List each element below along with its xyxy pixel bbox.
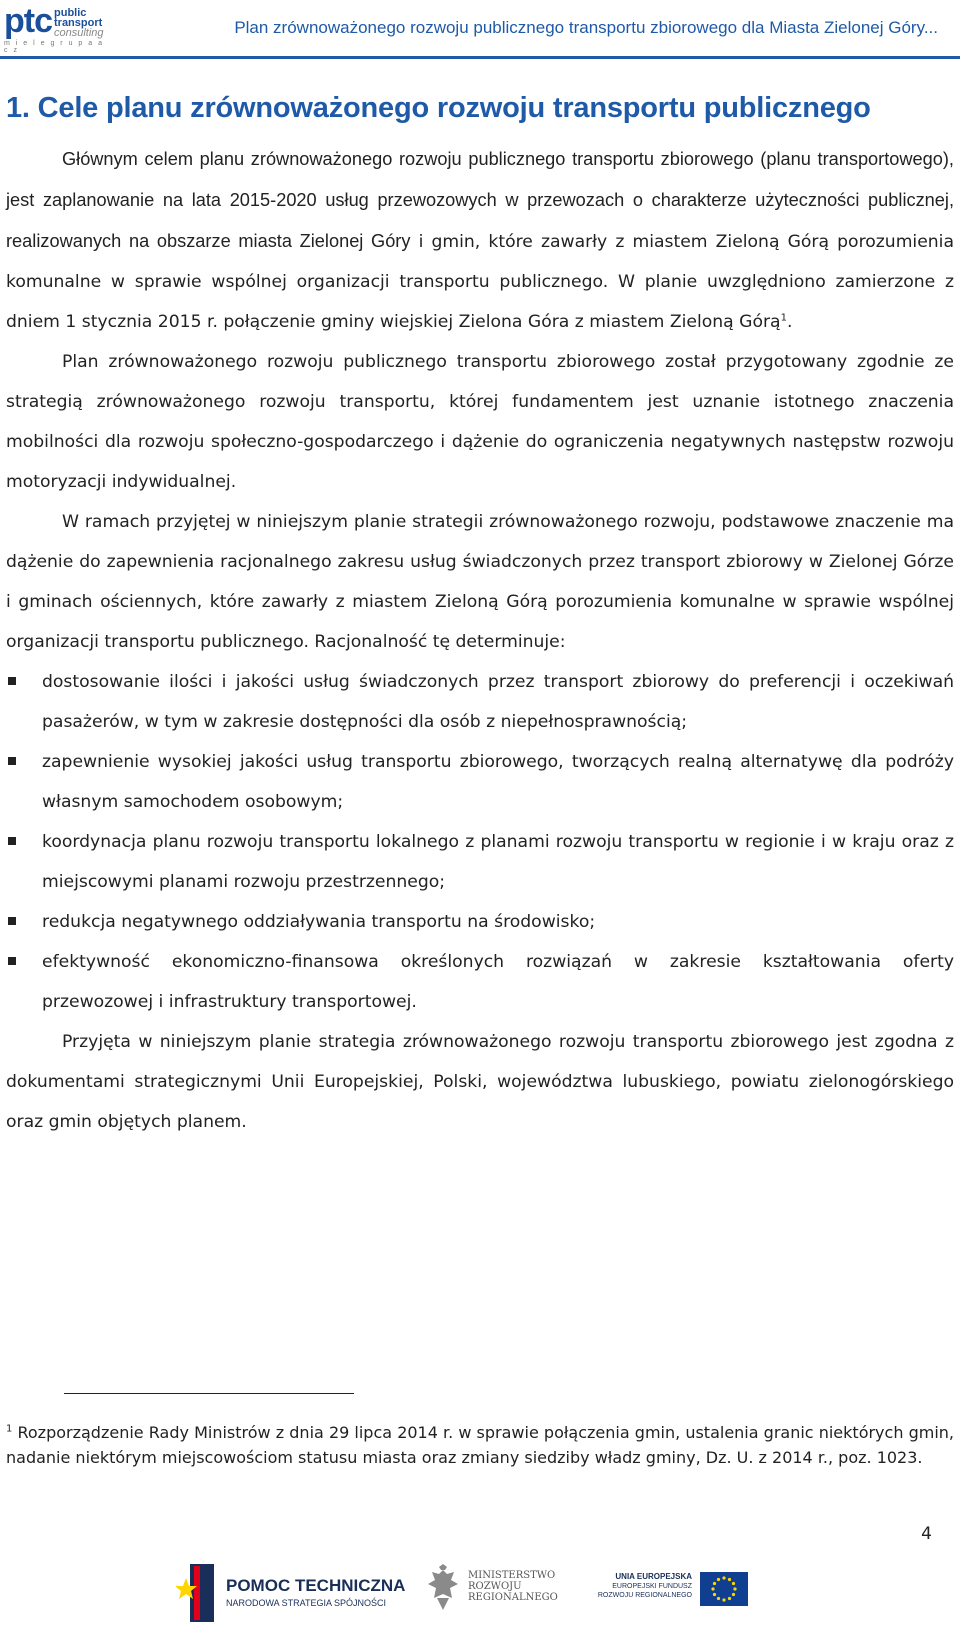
eu-line-1: UNIA EUROPEJSKA — [615, 1572, 692, 1581]
list-item — [6, 942, 954, 1022]
square-bullet-icon — [8, 677, 16, 685]
list-item — [6, 662, 954, 742]
ministry-line-2: ROZWOJU — [468, 1581, 522, 1592]
page-footer — [0, 1558, 960, 1636]
list-item — [6, 902, 954, 942]
paragraph-3: W ramach przyjętej w niniejszym planie strategii zrównoważonego rozwoju, podstawowe znaczenie ma dążenie do zapewnienia racjonalnego zakresu usług świadczonych przez transport zbiorowy w Zielonej Górze i gminach ościennych, które zawarły z miastem Zieloną Górą porozumienia komunalne w sprawie wspólnej organizacji transportu publicznego. Racjonalność tę determinuje: — [6, 512, 954, 652]
list-item — [6, 822, 954, 902]
eu-line-2: EUROPEJSKI FUNDUSZ — [612, 1583, 692, 1590]
document-body — [6, 92, 954, 1142]
pomoc-techniczna-title: POMOC TECHNICZNA — [226, 1576, 406, 1595]
footnote-mark: 1 — [6, 1423, 13, 1435]
footnote-separator — [64, 1393, 354, 1394]
header-divider — [0, 56, 960, 59]
logo-ptc-text: ptc — [4, 2, 52, 40]
star-mark-icon — [176, 1560, 220, 1626]
list-item-text: koordynacja planu rozwoju transportu lokalnego z planami rozwoju transportu w regionie i w kraju oraz z miejscowymi planami rozwoju przestrzennego; — [42, 832, 954, 892]
ministry-line-3: REGIONALNEGO — [468, 1592, 558, 1603]
list-item-text: zapewnienie wysokiej jakości usług transportu zbiorowego, tworzących realną alternatywę dla podróży własnym samochodem osobowym; — [42, 752, 954, 812]
eu-fund-text — [590, 1572, 692, 1600]
list-item — [6, 742, 954, 822]
paragraph-2: Plan zrównoważonego rozwoju publicznego transportu zbiorowego został przygotowany zgodnie ze strategią zrównoważonego rozwoju transportu, której fundamentem jest uznanie istotnego znaczenia mobilności dla rozwoju społeczno-gospodarczego i dążenie do ograniczenia negatywnych następstw rozwoju motoryzacji indywidualnej. — [6, 352, 954, 492]
list-item-text: dostosowanie ilości i jakości usług świadczonych przez transport zbiorowy do preferencji i oczekiwań pasażerów, w tym w zakresie dostępności dla osób z niepełnosprawnością; — [42, 672, 954, 732]
page-number: 4 — [921, 1524, 932, 1544]
logo-word-transport: transport — [54, 17, 103, 29]
eu-line-3: ROZWOJU REGIONALNEGO — [597, 1592, 692, 1599]
paragraph-1-part-a: Głównym celem planu zrównoważonego rozwoju publicznego transportu zbiorowego (planu transportowego), jest zaplanowanie na lata 2015-2020 usług przewozowych w przewozach o charakterze użyteczności publicznej, realizowanych na obszarze miasta Zielonej Góry — [6, 149, 954, 251]
logo-words — [54, 8, 104, 38]
paragraph-1 — [6, 139, 954, 342]
ptc-logo — [4, 4, 104, 54]
logo-word-public: public — [54, 7, 87, 19]
ministry-line-1: MINISTERSTWO — [468, 1570, 556, 1581]
section-heading: 1. Cele planu zrównoważonego rozwoju transportu publicznego — [6, 92, 871, 124]
footnote-reference[interactable]: 1 — [780, 312, 787, 324]
eu-logo — [590, 1572, 750, 1626]
ministry-name — [468, 1570, 558, 1603]
list-item-text: redukcja negatywnego oddziaływania transportu na środowisko; — [42, 912, 596, 932]
eagle-emblem-icon — [424, 1564, 462, 1614]
square-bullet-icon — [8, 837, 16, 845]
pomoc-techniczna-logo — [176, 1560, 406, 1630]
list-item-text: efektywność ekonomiczno-finansowa określonych rozwiązań w zakresie kształtowania oferty przewozowej i infrastruktury transportowej. — [42, 952, 954, 1012]
logo-word-consulting: consulting — [54, 27, 104, 39]
square-bullet-icon — [8, 757, 16, 765]
paragraph-1-part-b: i gmin, które zawarły z miastem Zieloną Górą porozumienia komunalne w sprawie wspólnej organizacji transportu publicznego. W planie uwzględniono zamierzone z dniem 1 stycznia 2015 r. połączenie gminy wiejskiej Zielona Góra z miastem Zieloną Górą — [6, 232, 954, 332]
determinants-list — [6, 662, 954, 1022]
paragraph-4: Przyjęta w niniejszym planie strategia zrównoważonego rozwoju transportu zbiorowego jest zgodna z dokumentami strategicznymi Unii Europejskiej, Polski, województwa lubuskiego, powiatu zielonogórskiego oraz gmin objętych planem. — [6, 1032, 954, 1132]
paragraph-1-end: . — [786, 312, 793, 332]
footnote-text: Rozporządzenie Rady Ministrów z dnia 29 lipca 2014 r. w sprawie połączenia gmin, ustalenia granic niektórych gmin, nadanie niektórym miejscowościom statusu miasta oraz zmiany siedziby władz gminy, Dz. U. z 2014 r., poz. 1023. — [6, 1423, 954, 1467]
eu-flag-icon — [700, 1572, 748, 1606]
ministry-logo — [424, 1564, 574, 1624]
footnote — [6, 1420, 954, 1470]
logo-subline: m i e l e g r u p a a c z — [4, 40, 104, 54]
page-header — [0, 0, 960, 62]
running-header-title: Plan zrównoważonego rozwoju publicznego transportu zbiorowego dla Miasta Zielonej Góry... — [234, 18, 938, 37]
square-bullet-icon — [8, 957, 16, 965]
pomoc-techniczna-subtitle: NARODOWA STRATEGIA SPÓJNOŚCI — [226, 1598, 387, 1608]
square-bullet-icon — [8, 917, 16, 925]
